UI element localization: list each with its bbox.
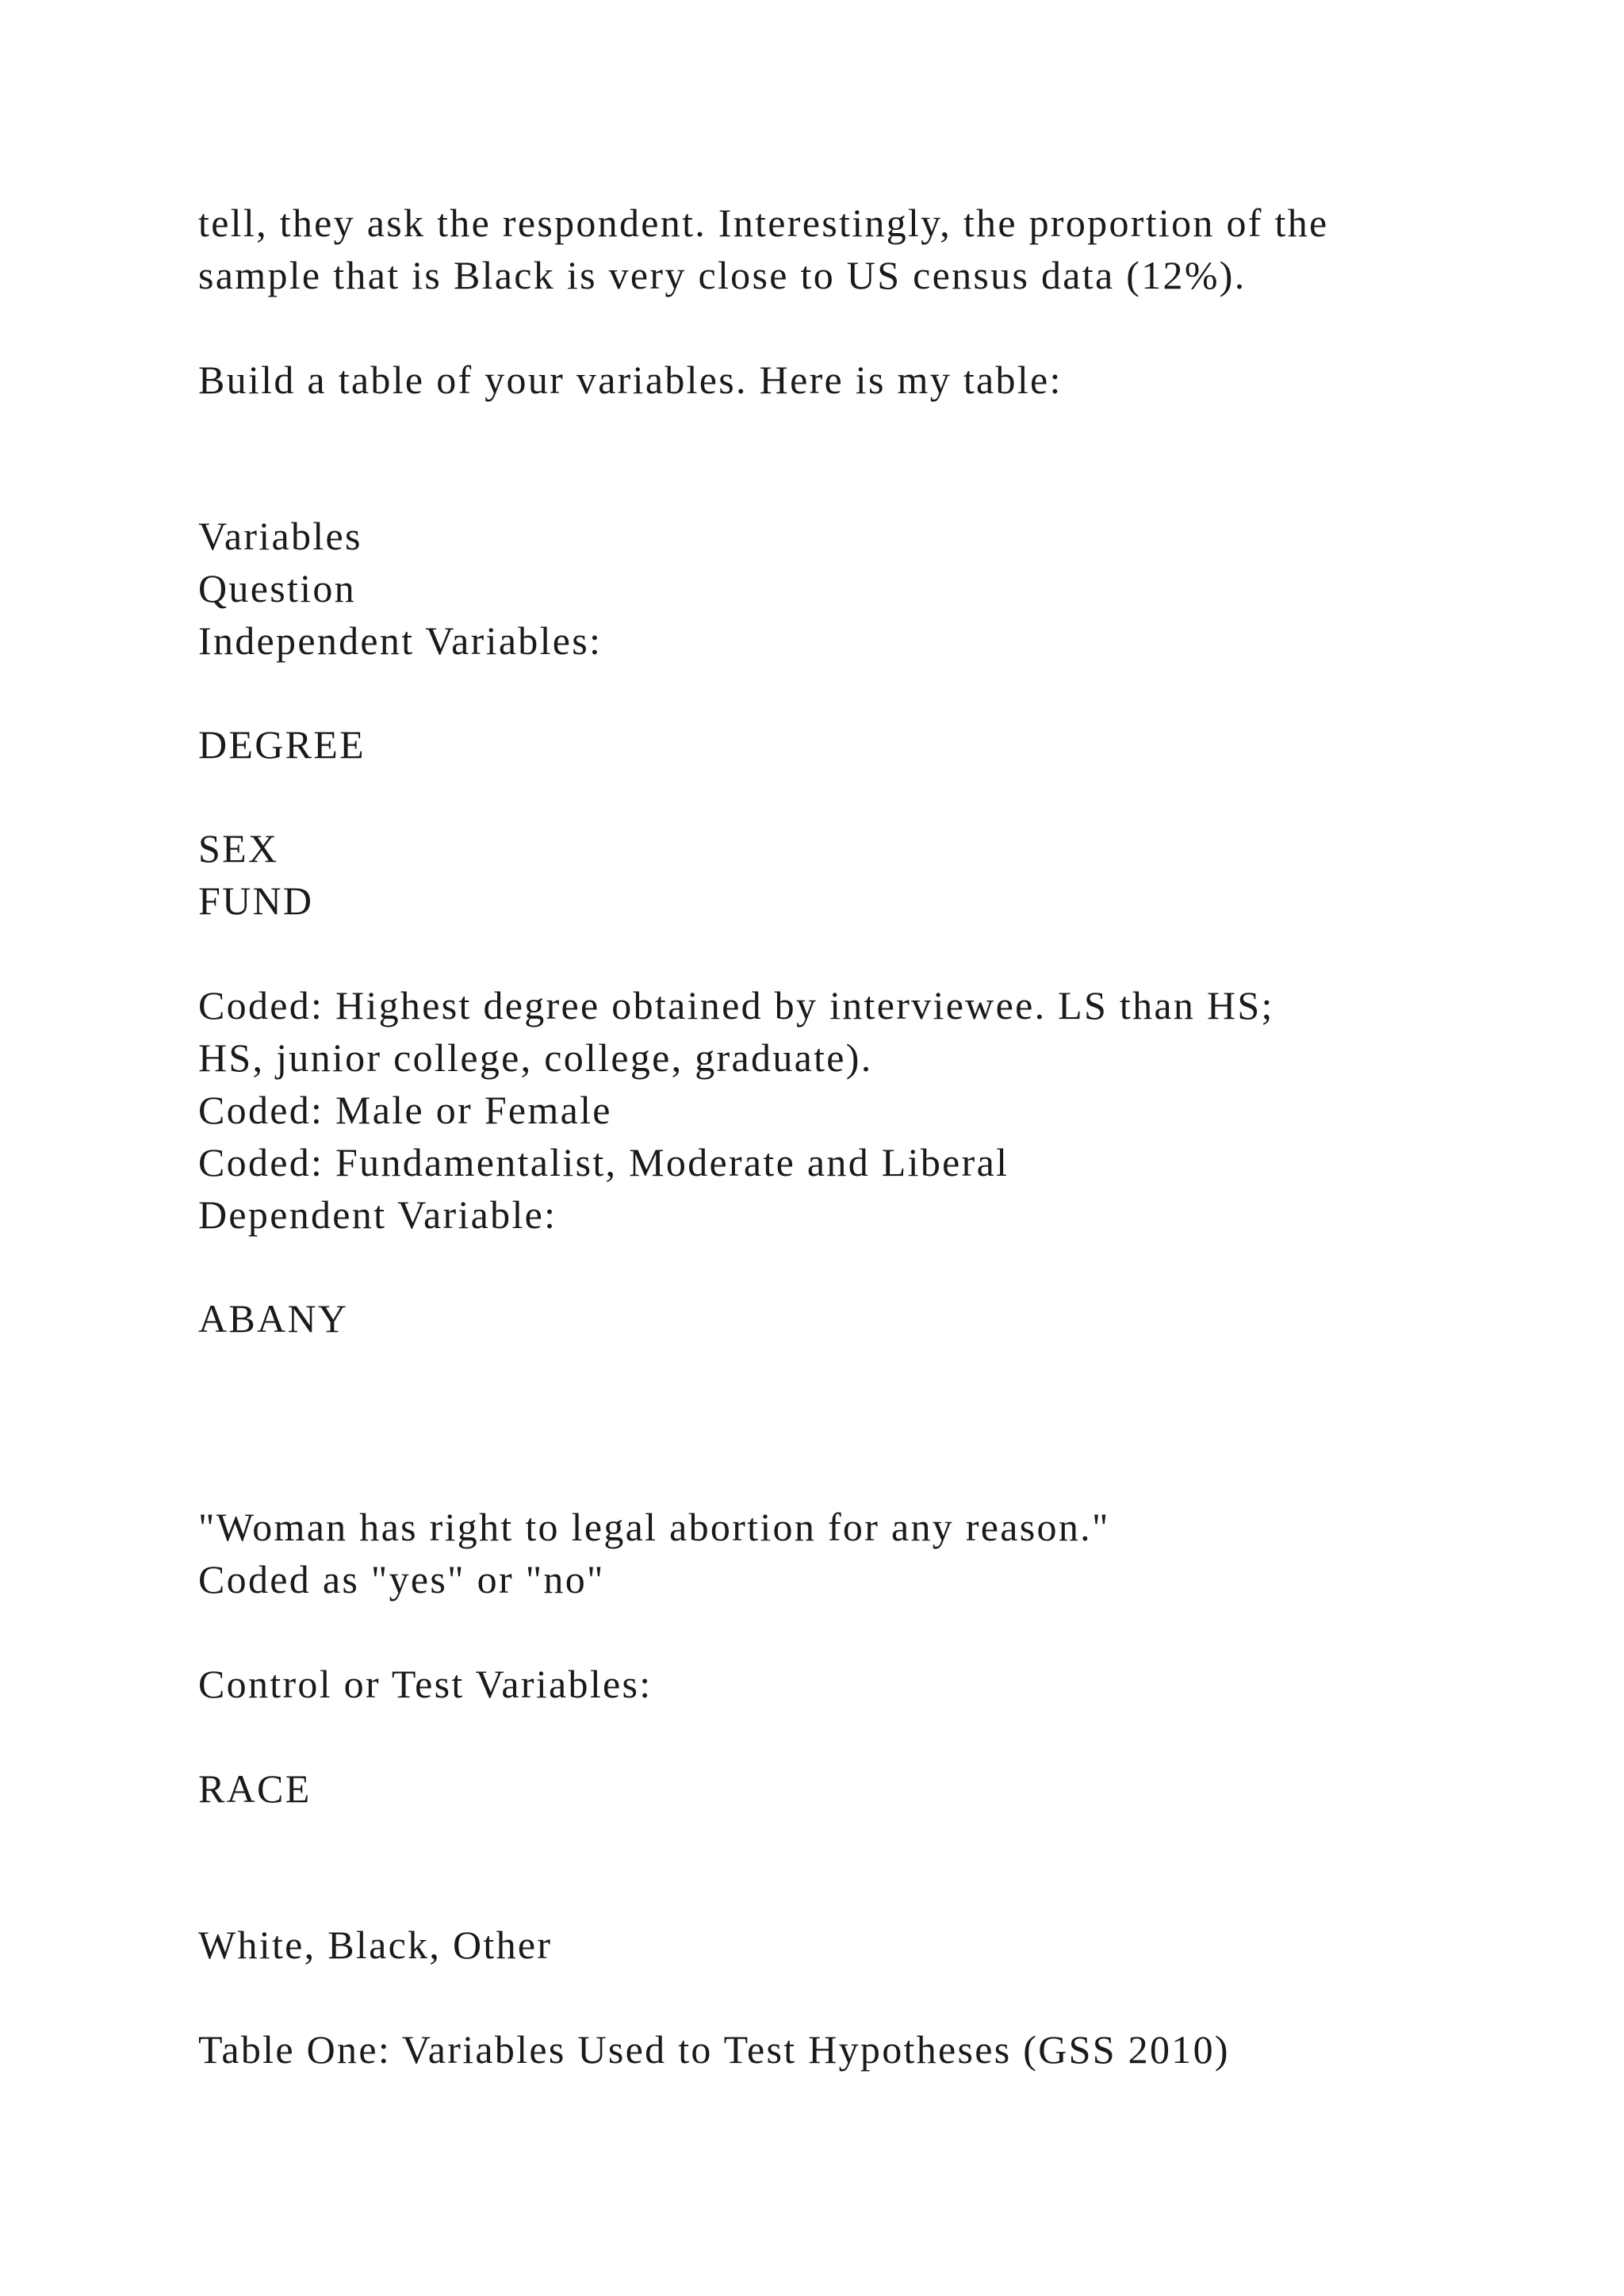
abany-question: "Woman has right to legal abortion for any reason." — [198, 1505, 1110, 1549]
paragraph-line-1: tell, they ask the respondent. Interestingly, the proportion of the — [198, 201, 1329, 245]
variable-race: RACE — [198, 1766, 312, 1811]
paragraph-line-2: sample that is Black is very close to US census data (12%). — [198, 253, 1247, 297]
sex-coding: Coded: Male or Female — [198, 1088, 612, 1132]
race-coding: White, Black, Other — [198, 1923, 553, 1967]
control-variables-heading: Control or Test Variables: — [198, 1662, 653, 1706]
abany-coding: Coded as "yes" or "no" — [198, 1557, 605, 1601]
variable-fund: FUND — [198, 878, 314, 923]
table-header-variables: Variables — [198, 514, 362, 558]
degree-coding-line-1: Coded: Highest degree obtained by interviewee. LS than HS; — [198, 983, 1274, 1027]
independent-variables-heading: Independent Variables: — [198, 618, 603, 663]
table-caption: Table One: Variables Used to Test Hypotheses (GSS 2010) — [198, 2027, 1230, 2072]
degree-coding-line-2: HS, junior college, college, graduate). — [198, 1035, 873, 1080]
table-intro-line: Build a table of your variables. Here is my table: — [198, 358, 1063, 402]
table-header-question: Question — [198, 566, 356, 610]
fund-coding: Coded: Fundamentalist, Moderate and Liberal — [198, 1140, 1009, 1184]
variable-degree: DEGREE — [198, 722, 366, 767]
dependent-variable-heading: Dependent Variable: — [198, 1192, 557, 1237]
variable-abany: ABANY — [198, 1296, 349, 1341]
variable-sex: SEX — [198, 826, 279, 871]
